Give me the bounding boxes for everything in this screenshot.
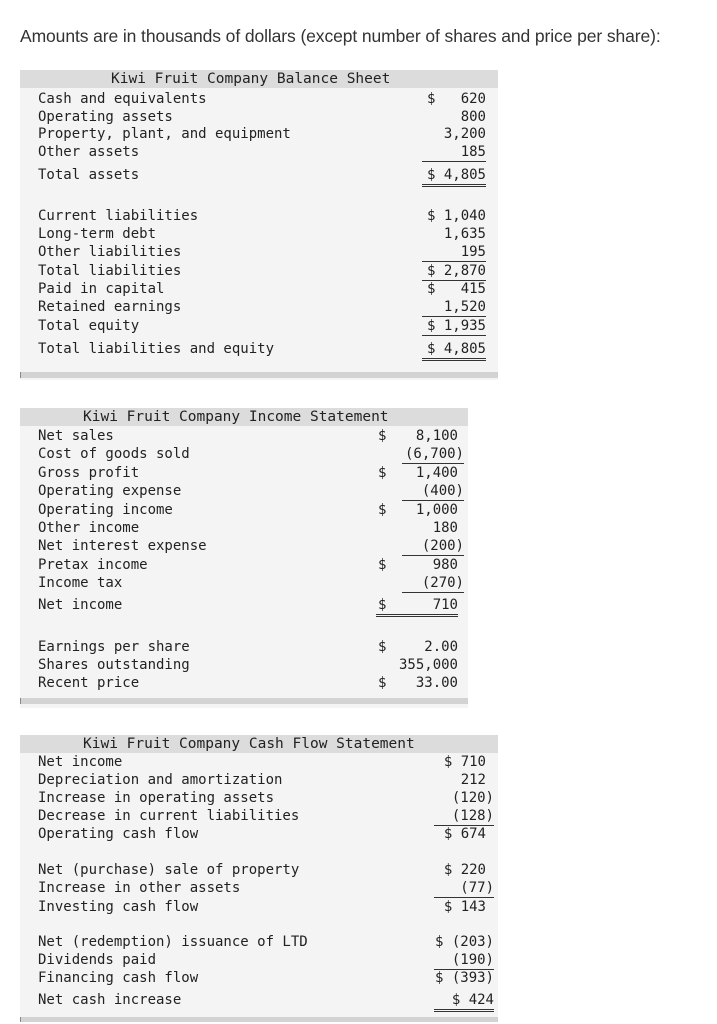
row-label: Net income [38, 597, 123, 613]
row-dollar: $ [378, 502, 387, 518]
table-row [20, 90, 498, 108]
table-row [20, 656, 468, 674]
table-row [20, 298, 498, 316]
row-label: Other income [38, 520, 140, 536]
table-row [20, 225, 498, 243]
row-label: Total equity [38, 318, 140, 334]
row-label: Total assets [38, 167, 140, 183]
table-row [20, 596, 468, 614]
table-row [20, 861, 498, 879]
row-value: 3,200 [443, 126, 486, 142]
row-label: Recent price [38, 675, 140, 691]
income-statement-body [20, 426, 468, 708]
row-value: $ (393) [434, 970, 494, 986]
row-dollar: $ [427, 281, 436, 297]
row-label: Net interest expense [38, 538, 207, 554]
row-label: Income tax [38, 575, 123, 591]
row-value: $ 143 [443, 899, 486, 915]
row-value: $ 1,935 [422, 317, 486, 336]
row-dollar: $ [378, 639, 387, 655]
table-row [20, 108, 498, 126]
row-label: Property, plant, and equipment [38, 126, 291, 142]
table-row [20, 771, 498, 789]
row-value: 1,520 [422, 298, 486, 317]
row-value: 980 [432, 557, 458, 573]
row-value: $ 674 [443, 826, 486, 842]
row-value: $ (203) [434, 934, 494, 950]
row-value: 620 [460, 91, 486, 107]
table-row [20, 501, 468, 519]
row-value: (400) [402, 482, 464, 501]
balance-sheet-bottom-bar [20, 372, 498, 378]
row-dollar: $ [378, 465, 387, 481]
row-label: Shares outstanding [38, 657, 190, 673]
row-value: 33.00 [415, 675, 458, 691]
row-dollar: $ [378, 597, 387, 613]
row-value: (6,700) [402, 445, 464, 464]
table-row [20, 445, 468, 463]
table-row [20, 789, 498, 807]
row-value: 8,100 [415, 428, 458, 444]
table-row [20, 556, 468, 574]
row-label: Increase in other assets [38, 880, 241, 896]
table-row [20, 262, 498, 280]
cash-flow-header [20, 735, 498, 753]
row-label: Decrease in current liabilities [38, 808, 300, 824]
row-label: Financing cash flow [38, 970, 199, 986]
row-value: 355,000 [398, 657, 458, 673]
income-statement-title: Kiwi Fruit Company Income Statement [83, 409, 389, 425]
row-label: Operating income [38, 502, 173, 518]
balance-sheet-header [20, 70, 498, 88]
row-value: 1,000 [415, 502, 458, 518]
row-label: Gross profit [38, 465, 140, 481]
balance-sheet-title: Kiwi Fruit Company Balance Sheet [111, 71, 391, 87]
table-row [20, 143, 498, 161]
table-row [20, 340, 498, 358]
row-value: $ 424 [434, 991, 494, 1012]
table-row [20, 243, 498, 261]
row-dollar: $ [378, 557, 387, 573]
row-value: (200) [402, 537, 464, 556]
cash-flow-title: Kiwi Fruit Company Cash Flow Statement [83, 736, 415, 752]
row-value: 800 [460, 109, 486, 125]
row-value: $ 4,805 [422, 340, 486, 361]
table-row [20, 280, 498, 298]
table-row [20, 879, 498, 897]
row-label: Other liabilities [38, 244, 182, 260]
row-label: Cost of goods sold [38, 446, 190, 462]
table-row [20, 991, 498, 1009]
table-row [20, 207, 498, 225]
table-row [20, 519, 468, 537]
row-label: Total liabilities [38, 263, 182, 279]
row-label: Net (purchase) sale of property [38, 862, 300, 878]
row-label: Operating assets [38, 109, 173, 125]
table-row [20, 464, 468, 482]
row-value: 415 [460, 281, 486, 297]
row-value: $ 710 [443, 754, 486, 770]
table-row [20, 674, 468, 692]
row-label: Pretax income [38, 557, 148, 573]
table-row [20, 825, 498, 843]
row-label: Paid in capital [38, 281, 165, 297]
row-value: $ 2,870 [422, 262, 486, 281]
table-row [20, 638, 468, 656]
row-label: Cash and equivalents [38, 91, 207, 107]
row-value: (77) [434, 879, 494, 898]
row-value: 180 [432, 520, 458, 536]
table-row [20, 574, 468, 592]
table-row [20, 482, 468, 500]
table-row [20, 166, 498, 184]
row-label: Other assets [38, 144, 140, 160]
row-value: 1,635 [443, 226, 486, 242]
row-dollar: $ [427, 91, 436, 107]
row-value: $ 1,040 [426, 208, 486, 224]
row-label: Net income [38, 754, 123, 770]
row-label: Net sales [38, 428, 114, 444]
intro-text: Amounts are in thousands of dollars (except number of shares and price per share): [20, 26, 661, 46]
cash-flow-bottom-bar [20, 1017, 498, 1022]
table-row [20, 753, 498, 771]
row-value: 710 [376, 596, 458, 617]
row-label: Operating expense [38, 483, 182, 499]
row-label: Current liabilities [38, 208, 199, 224]
row-label: Long-term debt [38, 226, 157, 242]
table-row [20, 125, 498, 143]
row-label: Increase in operating assets [38, 790, 275, 806]
table-row [20, 969, 498, 987]
table-row [20, 537, 468, 555]
row-label: Net (redemption) issuance of LTD [38, 934, 308, 950]
row-dollar: $ [378, 428, 387, 444]
table-row [20, 951, 498, 969]
table-row [20, 427, 468, 445]
balance-sheet-body [20, 88, 498, 380]
row-value: $ 220 [443, 862, 486, 878]
row-label: Depreciation and amortization [38, 772, 283, 788]
table-row [20, 933, 498, 951]
row-label: Operating cash flow [38, 826, 199, 842]
row-value: 185 [422, 143, 486, 162]
cash-flow-body [20, 753, 498, 1017]
row-label: Retained earnings [38, 299, 182, 315]
row-label: Dividends paid [38, 952, 157, 968]
row-value: $ 4,805 [422, 166, 486, 187]
row-label: Earnings per share [38, 639, 190, 655]
row-value: 1,400 [415, 465, 458, 481]
table-row [20, 898, 498, 916]
table-row [20, 807, 498, 825]
income-statement-header [20, 408, 468, 426]
income-statement-bottom-bar [20, 698, 468, 704]
row-value: (120) [451, 790, 494, 806]
row-label: Net cash increase [38, 992, 182, 1008]
row-label: Total liabilities and equity [38, 341, 275, 357]
table-row [20, 317, 498, 335]
row-dollar: $ [378, 675, 387, 691]
row-value: 2.00 [424, 639, 458, 655]
row-label: Investing cash flow [38, 899, 199, 915]
row-value: 212 [460, 772, 486, 788]
row-value: (270) [402, 574, 464, 593]
row-value: 195 [422, 243, 486, 262]
row-value: (128) [434, 807, 494, 826]
row-value: (190) [434, 951, 494, 970]
